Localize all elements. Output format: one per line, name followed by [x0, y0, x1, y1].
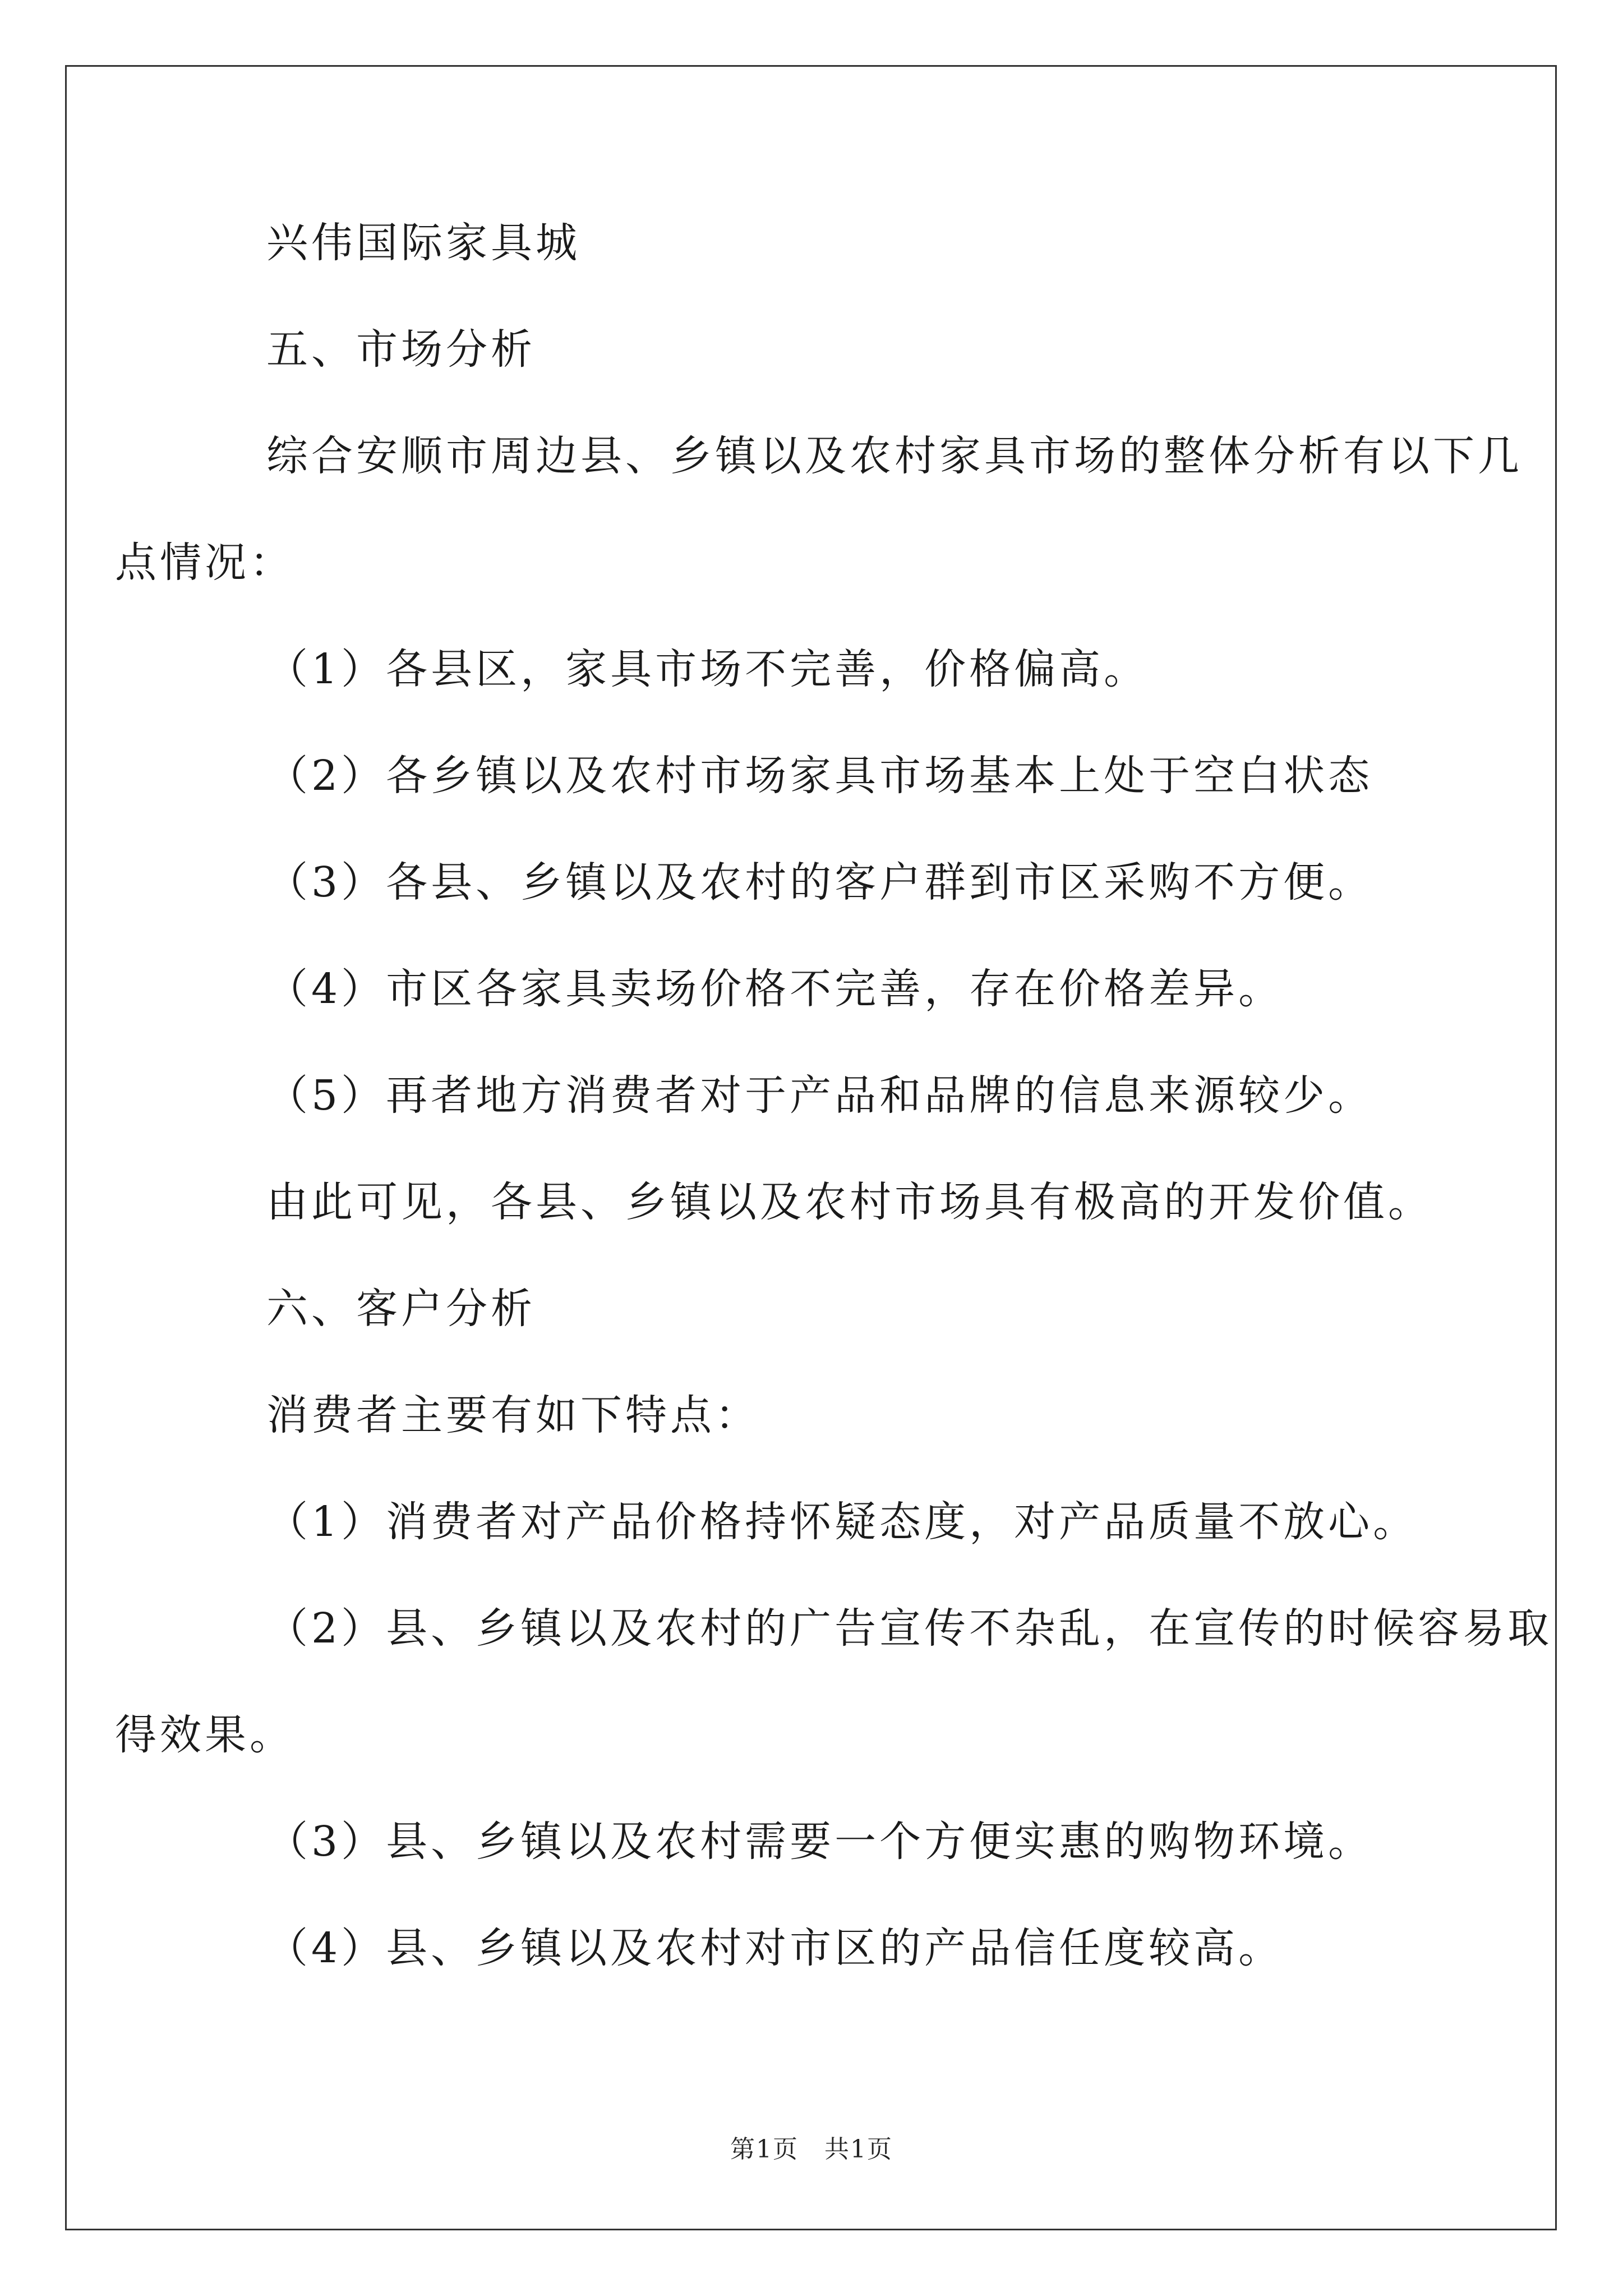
document-body — [115, 219, 1553, 2031]
list-item: （5）再者地方消费者对于产品和品牌的信息来源较少。 — [266, 1071, 1373, 1120]
paragraph-line: 点情况： — [115, 539, 294, 587]
paragraph-line: 消费者主要有如下特点： — [266, 1391, 760, 1439]
company-name: 兴伟国际家具城 — [266, 219, 580, 267]
paragraph-line: 由此可见，各县、乡镇以及农村市场具有极高的开发价值。 — [266, 1178, 1433, 1226]
page-number-footer: 第1页 共1页 — [730, 2135, 893, 2164]
paragraph-line: 得效果。 — [115, 1711, 294, 1759]
section-heading-market-analysis: 五、市场分析 — [266, 325, 536, 374]
list-item: （2）县、乡镇以及农村的广告宣传不杂乱，在宣传的时候容易取 — [266, 1604, 1553, 1653]
list-item: （4）市区各家具卖场价格不完善，存在价格差异。 — [266, 965, 1284, 1013]
list-item: （3）县、乡镇以及农村需要一个方便实惠的购物环境。 — [266, 1818, 1373, 1866]
paragraph-line: 综合安顺市周边县、乡镇以及农村家具市场的整体分析有以下几 — [266, 432, 1523, 480]
list-item: （1）各县区，家具市场不完善，价格偏高。 — [266, 645, 1149, 693]
list-item: （4）县、乡镇以及农村对市区的产品信任度较高。 — [266, 1924, 1284, 1972]
section-heading-customer-analysis: 六、客户分析 — [266, 1285, 536, 1333]
list-item: （1）消费者对产品价格持怀疑态度，对产品质量不放心。 — [266, 1498, 1418, 1546]
list-item: （2）各乡镇以及农村市场家具市场基本上处于空白状态 — [266, 752, 1373, 800]
list-item: （3）各县、乡镇以及农村的客户群到市区采购不方便。 — [266, 858, 1373, 907]
